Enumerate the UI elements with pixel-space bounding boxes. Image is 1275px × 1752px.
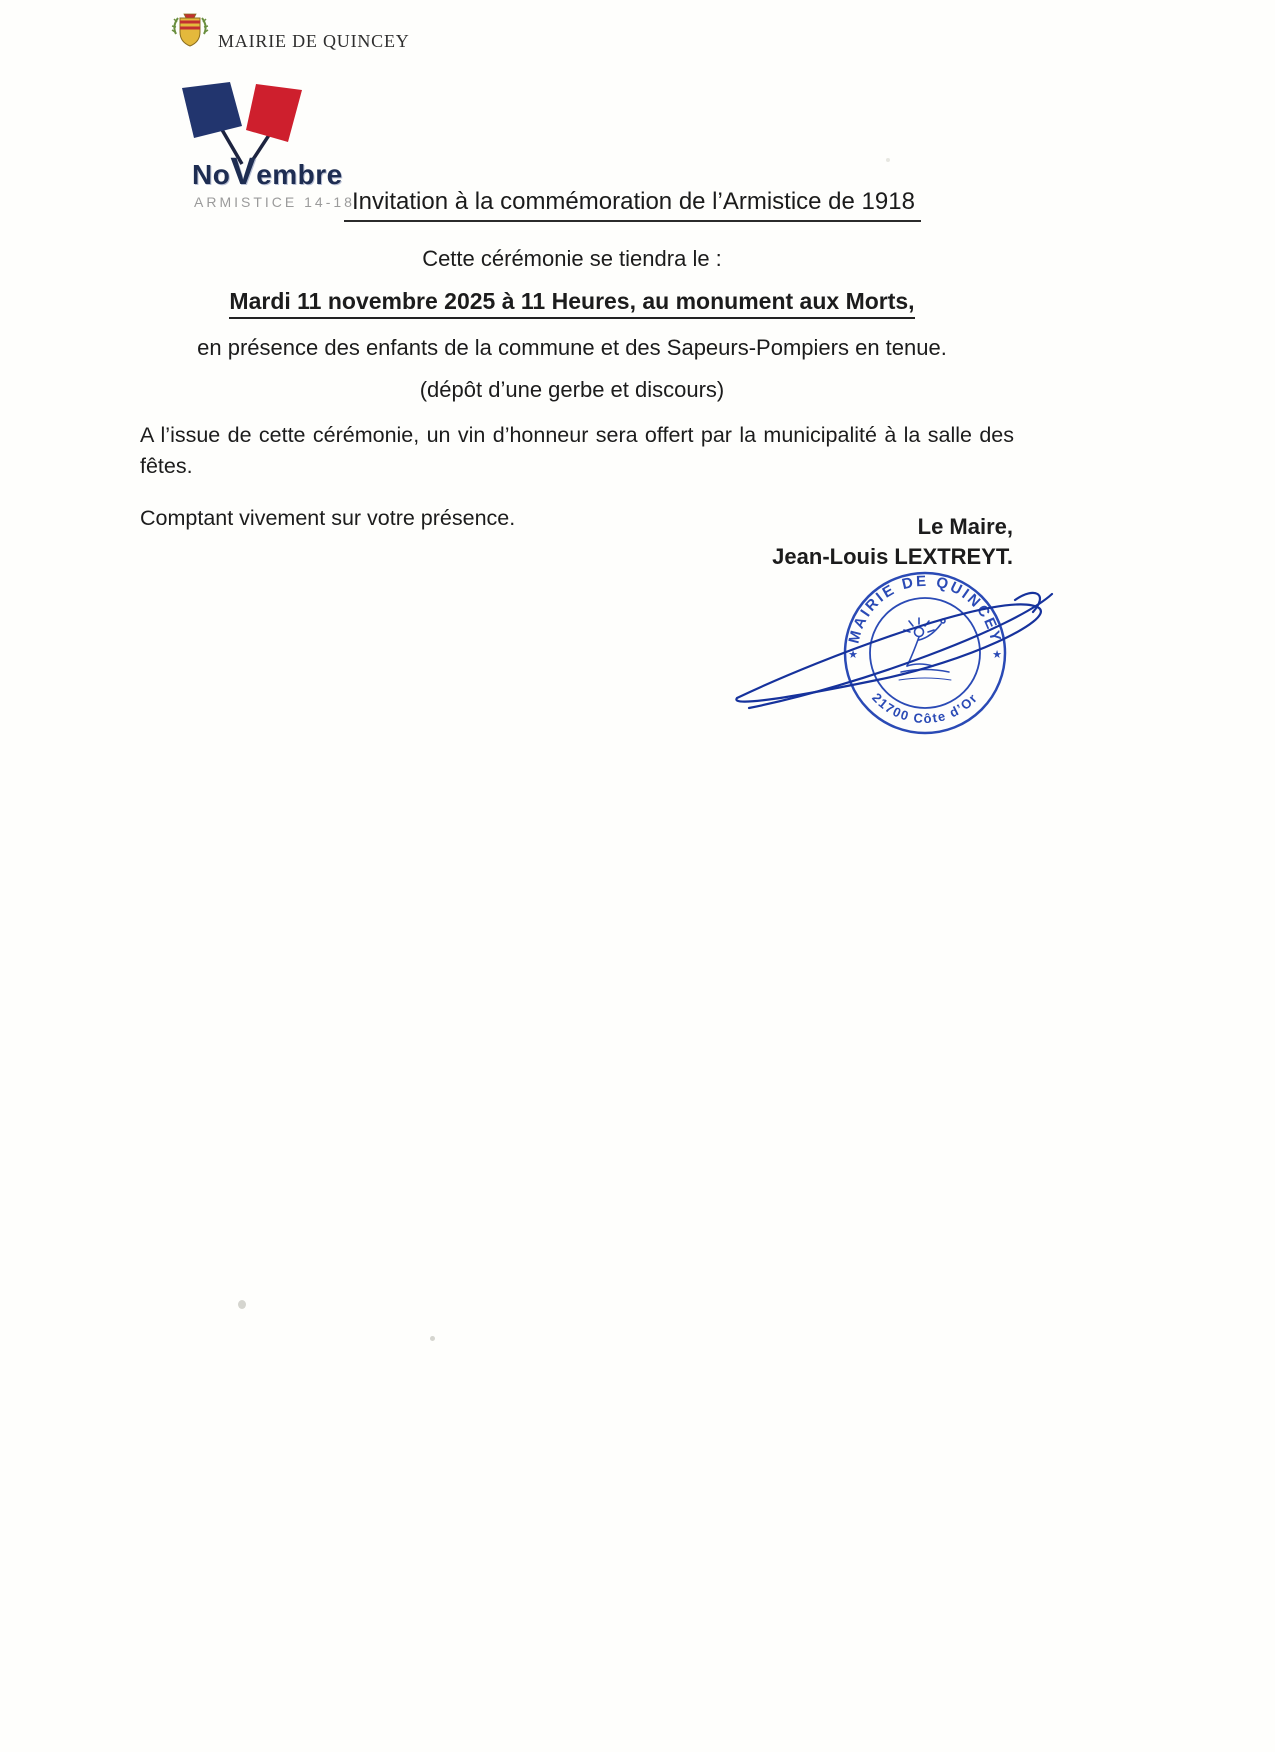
closing-role: Le Maire, — [917, 514, 1013, 539]
coat-of-arms-icon — [170, 12, 210, 54]
stamp-bottom-text: 21700 Côte d’Or — [869, 689, 981, 727]
stamp-star-right: ★ — [992, 649, 1002, 661]
stamp-top-text: MAIRIE DE QUINCEY — [845, 572, 1005, 646]
body-paragraph-2: Comptant vivement sur votre présence. — [140, 506, 516, 531]
closing-name: Jean-Louis LEXTREYT. — [772, 543, 1013, 569]
scan-artifact — [430, 1336, 435, 1341]
stamp-star-left: ★ — [848, 649, 858, 661]
body-paragraph-1: A l’issue de cette cérémonie, un vin d’honneur sera offert par la municipalité à la salle des fêtes. — [140, 423, 1014, 479]
novembre-word-start: No — [192, 159, 231, 190]
scan-artifact — [886, 158, 890, 162]
novembre-word-v: V — [230, 151, 257, 193]
official-stamp-icon — [715, 556, 1065, 761]
letter-title: Invitation à la commémoration de l’Armistice de 1918 — [344, 188, 921, 222]
ceremony-details — [140, 246, 1004, 403]
scan-artifact — [238, 1300, 246, 1309]
presence-line: en présence des enfants de la commune et des Sapeurs-Pompiers en tenue. — [197, 335, 947, 360]
novembre-logo — [168, 82, 358, 210]
armistice-subtitle: ARMISTICE 14-18 — [194, 194, 355, 210]
stamp-and-signature — [715, 556, 1065, 761]
date-line: Mardi 11 novembre 2025 à 11 Heures, au monument aux Morts, — [229, 288, 914, 319]
note-line: (dépôt d’une gerbe et discours) — [419, 377, 725, 402]
intro-line: Cette cérémonie se tiendra le : — [422, 246, 722, 271]
novembre-word-end: embre — [256, 159, 343, 190]
org-name: MAIRIE DE QUINCEY — [218, 31, 410, 51]
novembre-wordmark — [192, 151, 358, 193]
org-header — [170, 12, 410, 54]
